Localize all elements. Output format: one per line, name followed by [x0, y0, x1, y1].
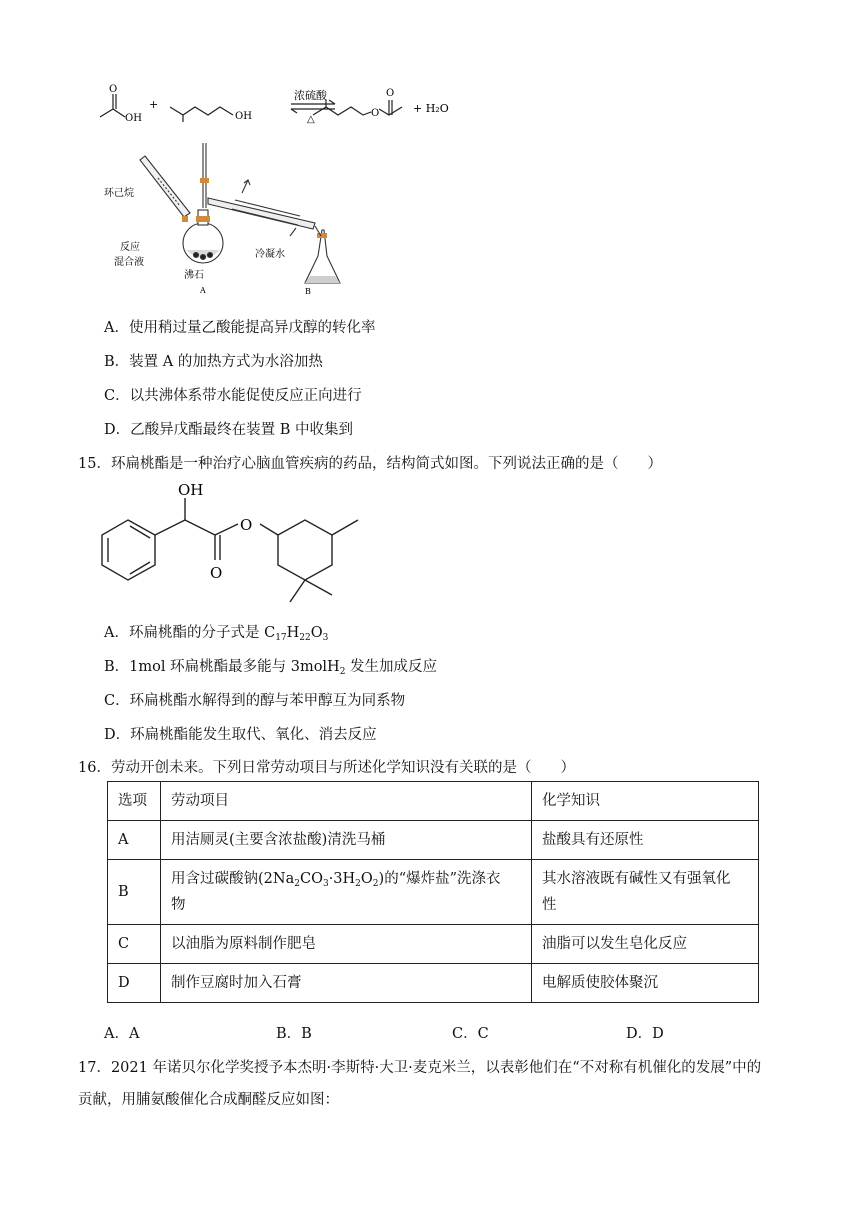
q15-option-b[interactable]	[104, 655, 437, 676]
header-chem-knowledge: 化学知识	[532, 782, 759, 821]
q16-table	[107, 781, 759, 1003]
q15-a-sub-c: 17	[275, 633, 287, 643]
row-d-knowledge: 电解质使胶体聚沉	[532, 964, 759, 1003]
row-a-option: A	[108, 821, 161, 860]
distillation-apparatus-figure	[100, 138, 430, 298]
q15-option-d[interactable]: D．环扁桃酯能发生取代、氧化、消去反应	[104, 727, 377, 743]
q17-stem-line-1: 17．2021 年诺贝尔化学奖授予本杰明·李斯特·大卫·麦克米兰，以表彰他们在“不对称有机催化的发展”中的	[78, 1060, 762, 1076]
row-b-item-pre: 用含过碳酸钠(	[171, 871, 264, 887]
esterification-reaction-scheme	[95, 82, 465, 132]
q15-b-prefix: B．1mol 环扁桃酯最多能与 3molH	[104, 659, 340, 675]
row-b-formula-sub: 2	[372, 879, 379, 889]
q14-option-c[interactable]: C．以共沸体系带水能促使反应正向进行	[104, 388, 362, 404]
q15-a-h: H	[286, 625, 300, 641]
row-c-item: 以油脂为原料制作肥皂	[161, 925, 532, 964]
apparatus-a-label: A	[200, 286, 206, 295]
table-row	[108, 821, 759, 860]
boiling-stone-label: 沸石	[184, 270, 204, 281]
row-d-option: D	[108, 964, 161, 1003]
table-row	[108, 964, 759, 1003]
cyclandelate-structure	[100, 480, 390, 608]
row-c-knowledge: 油脂可以发生皂化反应	[532, 925, 759, 964]
ester-o-top-label: O	[386, 88, 395, 99]
oh-label: OH	[178, 481, 204, 499]
q15-stem: 15．环扁桃酯是一种治疗心脑血管疾病的药品，结构简式如图。下列说法正确的是（ ）	[78, 456, 662, 472]
row-b-formula-dot: ·3H	[328, 871, 356, 887]
q15-option-a[interactable]	[104, 621, 328, 642]
header-option: 选项	[108, 782, 161, 821]
q14-option-a[interactable]: A．使用稍过量乙酸能提高异戊醇的转化率	[104, 320, 376, 336]
table-row	[108, 925, 759, 964]
q15-a-prefix: A．环扁桃酯的分子式是 C	[104, 625, 276, 641]
heat-symbol: △	[307, 114, 315, 125]
row-b-item-end: 物	[171, 897, 186, 913]
q14-option-b[interactable]: B．装置 A 的加热方式为水浴加热	[104, 354, 323, 370]
row-c-option: C	[108, 925, 161, 964]
q15-option-c[interactable]: C．环扁桃酯水解得到的醇与苯甲醇互为同系物	[104, 693, 406, 709]
q15-a-o: O	[310, 625, 323, 641]
reaction-mixture-label-1: 反应	[120, 242, 140, 253]
plus-sign-1: +	[149, 98, 159, 111]
reaction-mixture-label-2: 混合液	[114, 257, 144, 268]
row-b-formula-2na: 2Na	[263, 871, 295, 887]
row-b-knowledge-1: 其水溶液既有碱性又有强氧化	[542, 871, 731, 887]
header-labor-item: 劳动项目	[161, 782, 532, 821]
acid-o-label: O	[109, 84, 118, 95]
q17-stem-line-2: 贡献，用脯氨酸催化合成酮醛反应如图：	[78, 1092, 339, 1108]
cold-water-label: 冷凝水	[255, 249, 285, 260]
ester-o-label: O	[371, 108, 380, 119]
alcohol-oh-label: OH	[235, 111, 252, 122]
q15-b-sub: 2	[339, 667, 346, 677]
water-label: + H₂O	[413, 102, 449, 115]
q14-option-d[interactable]: D．乙酸异戊酯最终在装置 B 中收集到	[104, 422, 353, 438]
table-header-row	[108, 782, 759, 821]
q15-a-sub-h: 22	[299, 633, 311, 643]
row-b-formula-co: CO	[299, 871, 323, 887]
q16-choice-d[interactable]: D．D	[626, 1026, 664, 1042]
acid-oh-label: OH	[125, 113, 142, 124]
row-b-formula-sub: 2	[355, 879, 361, 889]
row-b-formula-o: O	[360, 871, 373, 887]
row-a-item: 用洁厕灵(主要含浓盐酸)清洗马桶	[161, 821, 532, 860]
ester-oxygen-label: O	[240, 516, 253, 534]
cyclohexane-label: 环己烷	[104, 188, 134, 199]
q16-choice-b[interactable]: B．B	[276, 1026, 312, 1042]
apparatus-b-label: B	[305, 287, 311, 296]
row-d-item: 制作豆腐时加入石膏	[161, 964, 532, 1003]
q16-stem: 16．劳动开创未来。下列日常劳动项目与所述化学知识没有关联的是（ ）	[78, 760, 575, 776]
q16-choice-a[interactable]: A．A	[104, 1026, 140, 1042]
row-b-knowledge-2: 性	[542, 897, 557, 913]
row-b-formula-sub: 3	[322, 879, 329, 889]
row-b-option: B	[108, 860, 161, 925]
row-a-knowledge: 盐酸具有还原性	[532, 821, 759, 860]
carbonyl-oxygen-label: O	[210, 564, 223, 582]
catalyst-label: 浓硫酸	[294, 89, 327, 102]
q15-b-suffix: 发生加成反应	[345, 659, 438, 675]
row-b-formula-sub: 2	[294, 879, 300, 889]
row-b-item-mid: )的“爆炸盐”洗涤衣	[378, 871, 501, 887]
row-b-item	[161, 860, 532, 925]
q15-a-sub-o: 3	[322, 633, 329, 643]
q16-choice-c[interactable]: C．C	[452, 1026, 489, 1042]
row-b-knowledge	[532, 860, 759, 925]
table-row	[108, 860, 759, 925]
